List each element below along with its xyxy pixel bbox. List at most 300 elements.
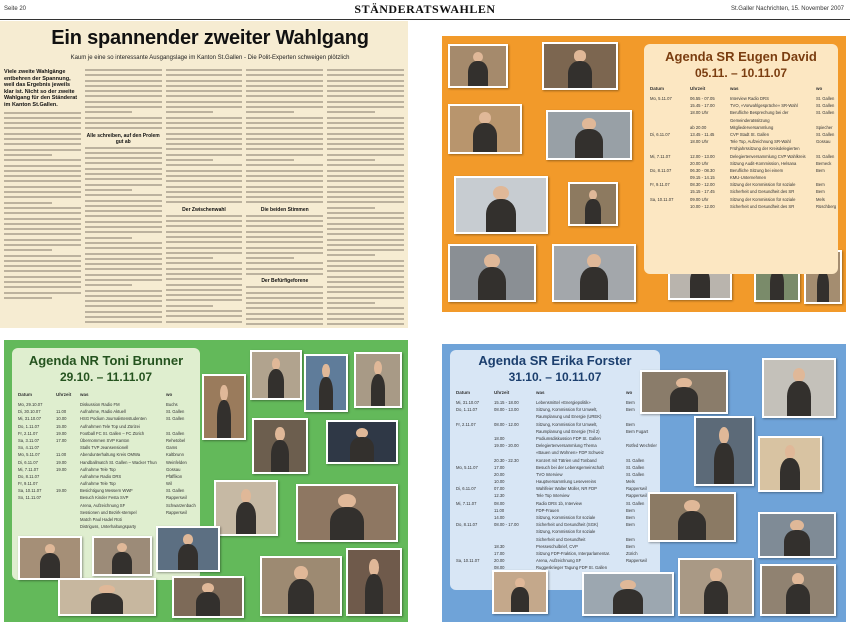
text-line <box>246 95 323 97</box>
photo <box>448 104 522 154</box>
article-subhead: Der Zwischenwahl <box>182 206 226 213</box>
text-line <box>246 138 323 140</box>
text-line <box>246 90 323 92</box>
text-line <box>4 159 81 161</box>
agenda-title: Agenda SR Eugen David <box>665 49 817 64</box>
text-line <box>166 284 243 286</box>
agenda-row <box>18 488 198 495</box>
photo <box>156 526 220 572</box>
agenda-row <box>18 474 198 481</box>
text-line <box>166 273 243 275</box>
text-line <box>327 80 404 82</box>
text-line <box>246 323 323 325</box>
agenda-event: Besuch Kinder Festa SVP <box>80 495 129 501</box>
agenda-row <box>650 139 834 146</box>
text-line <box>4 186 81 188</box>
article-deck: Kaum je eine so interessante Ausgangslage im Kanton St.Gallen - Die Polit-Experten schweigen plötzlich <box>70 55 350 61</box>
agenda-location: St. Gallen <box>816 110 835 116</box>
text-line <box>327 164 404 166</box>
photo <box>582 572 674 616</box>
text-line <box>327 138 404 140</box>
agenda-date: Mo, 5.11.07 <box>18 452 40 458</box>
agenda-location: Pfäffikon <box>166 473 183 479</box>
agenda-event: Besuch bei der Lebensgemeinschaft <box>536 464 604 470</box>
photo <box>172 576 244 618</box>
text-line <box>246 257 294 259</box>
text-line <box>246 297 323 299</box>
text-line <box>166 148 243 150</box>
agenda-time: 20.00 <box>494 471 505 477</box>
text-line <box>327 143 404 145</box>
text-line <box>4 170 81 172</box>
agenda-location: Weinfelden <box>166 459 187 465</box>
photo <box>304 354 348 412</box>
text-line <box>4 228 81 230</box>
text-line <box>327 249 404 251</box>
agenda-location: Schwarzenbach <box>166 502 196 508</box>
article-subhead: Der Befürfigeforene <box>261 278 309 285</box>
agenda-event: Raumplanung und Energie (UREK) <box>536 414 602 420</box>
text-line <box>327 270 404 272</box>
text-line <box>327 117 404 119</box>
text-line <box>4 281 81 283</box>
text-line <box>246 170 323 172</box>
agenda-event: Berufliche Sitzung bei einem <box>730 167 784 173</box>
agenda-row <box>650 154 834 161</box>
agenda-date: Fr, 9.11.07 <box>18 481 38 487</box>
text-line <box>85 284 133 286</box>
agenda-location: Bern <box>626 421 635 427</box>
text-line <box>327 239 404 241</box>
agenda-event: Arena, Aufzeichnung SF <box>80 502 126 508</box>
column-header: Uhrzeit <box>690 86 706 91</box>
agenda-time: 12.30 <box>494 493 505 499</box>
agenda-time: 15.15 - 17.45 <box>690 189 715 195</box>
agenda-event: Delegiertenversammlung Thema <box>536 443 597 449</box>
agenda-time: 08.00 <box>494 500 505 506</box>
text-line <box>327 186 404 188</box>
agenda-time: 08.30 - 12.00 <box>690 182 715 188</box>
agenda-row <box>456 407 656 414</box>
photo <box>18 536 82 580</box>
agenda-event: Konzert mit Tätrien und Tonband <box>536 457 597 463</box>
agenda-box <box>450 350 660 590</box>
text-line <box>85 152 162 154</box>
text-line <box>327 207 375 209</box>
agenda-event: Gemeinderatssitzung <box>730 117 770 123</box>
agenda-row <box>456 479 656 486</box>
agenda-date: Fr, 9.11.07 <box>650 182 670 188</box>
text-line <box>327 276 404 278</box>
agenda-location: Bern <box>816 189 825 195</box>
agenda-panel-forster <box>442 344 846 622</box>
text-line <box>85 162 162 164</box>
column-header: wo <box>816 86 823 91</box>
agenda-row <box>456 515 656 522</box>
agenda-time: 19.00 <box>56 488 67 494</box>
text-line <box>4 286 81 288</box>
article-text <box>85 147 162 325</box>
text-line <box>85 85 162 87</box>
text-line <box>85 189 133 191</box>
text-line <box>85 184 162 186</box>
agenda-row <box>456 501 656 508</box>
text-line <box>327 85 404 87</box>
text-line <box>246 236 323 238</box>
agenda-event: Distriguss, Unterhaltungsparty <box>80 524 137 530</box>
agenda-time: 13.45 - 11.45 <box>690 131 715 137</box>
text-line <box>166 159 214 161</box>
photo <box>58 578 156 616</box>
text-line <box>85 95 162 97</box>
agenda-row <box>650 118 834 125</box>
text-line <box>4 265 81 267</box>
agenda-row <box>18 409 198 416</box>
agenda-event: Abendunterhaltung Kreis OMWa <box>80 452 141 458</box>
agenda-location: Rapperswil <box>626 486 647 492</box>
text-line <box>246 247 323 249</box>
agenda-row <box>18 445 198 452</box>
text-line <box>85 215 162 217</box>
agenda-event: Ruggeskrieger Tagung FDP St. Gallen <box>536 565 608 571</box>
agenda-time: 15.45 - 17.00 <box>690 103 715 109</box>
text-line <box>85 106 162 108</box>
article-column-2 <box>85 69 162 325</box>
article-subhead: Alle schreiben, auf den Prolem gut ab <box>86 132 160 145</box>
text-line <box>166 299 243 301</box>
text-line <box>246 292 323 294</box>
text-line <box>85 101 162 103</box>
section-title: STÄNDERATSWAHLEN <box>354 2 496 16</box>
agenda-row <box>456 450 656 457</box>
agenda-date: Di, 6.11.07 <box>456 486 476 492</box>
photo <box>762 358 836 418</box>
text-line <box>246 101 323 103</box>
agenda-time: 14.00 <box>494 515 505 520</box>
agenda-location: Bern Fugart <box>626 428 649 434</box>
article-lead: Viele zweite Wahlgänge entbehren der Spannung, weil das Ergebnis jeweils klar ist. Nicht so der zweite Wahlgang für den Ständerat im Kanton St.Gallen. <box>4 69 78 108</box>
column-header: was <box>536 390 545 395</box>
text-line <box>166 321 243 323</box>
article-text <box>246 215 323 275</box>
dateline: St.Galler Nachrichten, 15. November 2007 <box>730 6 844 12</box>
agenda-time: 19.00 <box>56 459 67 465</box>
article-text <box>246 69 323 203</box>
agenda-location: St. Gallen <box>166 416 185 422</box>
agenda-time: 20.00 Uhr <box>690 160 709 166</box>
text-line <box>85 300 162 302</box>
agenda-location: Rehetobel <box>166 437 186 443</box>
agenda-date: Do, 8.11.07 <box>650 167 672 173</box>
text-line <box>246 143 323 145</box>
agenda-location: St. Gallen <box>626 471 645 477</box>
agenda-date: Mi, 31.10.07 <box>18 416 42 422</box>
text-line <box>85 311 162 313</box>
text-line <box>85 111 133 113</box>
agenda-event: Sitzung FDP-Fraktion, Interparlamentar. <box>536 550 611 556</box>
agenda-row <box>456 458 656 465</box>
agenda-time: 08.00 - 17.00 <box>494 522 519 528</box>
text-line <box>246 191 323 193</box>
agenda-event: Sicherheit und Gesundheit (SGK) <box>536 522 599 528</box>
text-line <box>166 69 243 71</box>
text-line <box>246 164 323 166</box>
text-line <box>85 80 162 82</box>
agenda-time: ab 20.00 <box>690 124 707 130</box>
agenda-row <box>650 110 834 117</box>
agenda-event: Aufnahme Radio DRS <box>80 473 122 479</box>
agenda-location: Gossau <box>166 466 181 472</box>
agenda-time: 09.00 Uhr <box>690 196 709 202</box>
agenda-date: Sa, 10.11.07 <box>18 488 42 494</box>
text-line <box>166 106 243 108</box>
photo <box>92 536 152 576</box>
agenda-location: St. Gallen <box>816 153 835 159</box>
agenda-event: Wahlfeier Walter Müller, NR FDP <box>536 486 597 492</box>
text-line <box>4 292 81 294</box>
text-line <box>327 175 404 177</box>
agenda-event: Diskussion Radio FM <box>80 402 120 407</box>
text-line <box>166 305 214 307</box>
agenda-event: Sitzung der Kommission für soziale <box>730 182 796 188</box>
text-line <box>85 242 162 244</box>
agenda-row <box>650 175 834 182</box>
text-line <box>4 165 81 167</box>
photo <box>326 420 398 464</box>
agenda-row <box>18 495 198 502</box>
agenda-location: Bern <box>626 515 635 520</box>
text-line <box>166 241 243 243</box>
photo <box>250 350 302 400</box>
agenda-row <box>456 465 656 472</box>
photo <box>454 176 548 234</box>
text-line <box>166 257 214 259</box>
article-text <box>166 69 243 203</box>
text-line <box>246 127 323 129</box>
agenda-event: Sitzung, Kommission für Umwelt, <box>536 407 598 413</box>
agenda-time: 17.00 <box>494 550 505 556</box>
agenda-row <box>456 422 656 429</box>
agenda-date: Do, 8.11.07 <box>456 522 478 528</box>
text-line <box>327 170 404 172</box>
text-line <box>4 180 81 182</box>
text-line <box>85 210 162 212</box>
agenda-location: St. Gallen <box>166 488 185 494</box>
agenda-panel-brunner <box>4 340 408 622</box>
agenda-title: Agenda SR Erika Forster <box>478 353 632 368</box>
text-line <box>4 112 81 114</box>
photo <box>640 370 728 414</box>
agenda-rows <box>650 96 837 211</box>
text-line <box>166 170 243 172</box>
text-line <box>246 318 323 320</box>
agenda-dates: 05.11. – 10.11.07 <box>694 66 788 80</box>
agenda-event: Radio DRS 1b, Interview <box>536 500 582 506</box>
agenda-time: 20.00 <box>494 558 505 564</box>
agenda-time: 18.30 <box>494 543 505 549</box>
agenda-date: Mi, 31.10.07 <box>456 400 480 405</box>
agenda-date: So, 4.11.07 <box>18 445 40 451</box>
text-line <box>246 122 323 124</box>
agenda-date: Mo, 29.10.07 <box>18 402 43 407</box>
text-line <box>85 268 162 270</box>
text-line <box>85 253 162 255</box>
text-line <box>166 186 243 188</box>
agenda-time: 10.00 <box>494 479 505 485</box>
text-line <box>4 270 81 272</box>
agenda-event: TVO Interview <box>536 471 563 477</box>
agenda-event: Mitgliederversammlung <box>730 124 774 130</box>
text-line <box>166 122 243 124</box>
agenda-location: Rapperswil <box>626 558 647 564</box>
text-line <box>327 69 404 71</box>
photo <box>354 352 402 408</box>
text-line <box>85 263 162 265</box>
agenda-row <box>456 486 656 493</box>
agenda-date: Mi, 7.11.07 <box>18 466 39 472</box>
agenda-location: Rapperswil <box>626 493 647 499</box>
agenda-row <box>18 503 198 510</box>
text-line <box>327 154 404 156</box>
text-line <box>327 228 404 230</box>
agenda-row <box>18 438 198 445</box>
text-line <box>246 74 323 76</box>
text-line <box>4 239 81 241</box>
text-line <box>4 297 52 299</box>
agenda-event: Stalls TVP Jeansensionell <box>80 445 129 451</box>
text-line <box>166 201 243 203</box>
text-line <box>4 191 81 193</box>
agenda-location: Spiecher <box>816 124 833 130</box>
agenda-event: Berufliche Besprechung bei der <box>730 110 789 116</box>
text-line <box>246 252 323 254</box>
text-line <box>246 154 323 156</box>
agenda-box <box>644 44 838 274</box>
text-line <box>327 101 404 103</box>
agenda-time: 20.30 - 22.30 <box>494 457 519 463</box>
agenda-event: Sicherheit und Gesundheit <box>536 536 586 542</box>
text-line <box>4 244 81 246</box>
agenda-location: St. Gallen <box>816 96 835 101</box>
agenda-time: 11.00 <box>56 452 67 458</box>
agenda-rows <box>18 402 198 531</box>
text-line <box>4 249 52 251</box>
article-text <box>166 215 243 325</box>
text-line <box>246 286 323 288</box>
text-line <box>166 95 243 97</box>
text-line <box>4 202 52 204</box>
agenda-time: 19.00 <box>56 430 67 436</box>
agenda-date: Sa, 3.11.07 <box>18 437 40 443</box>
text-line <box>327 122 404 124</box>
text-line <box>246 159 294 161</box>
text-line <box>85 321 162 323</box>
agenda-row <box>456 551 656 558</box>
text-line <box>85 147 162 149</box>
text-line <box>85 205 162 207</box>
agenda-time: 18.00 <box>494 435 505 441</box>
agenda-row <box>18 452 198 459</box>
text-line <box>327 307 404 309</box>
agenda-time: 08.00 - 12.00 <box>494 421 519 427</box>
column-header: was <box>730 86 739 91</box>
agenda-row <box>456 544 656 551</box>
text-line <box>327 297 404 299</box>
text-line <box>85 122 162 124</box>
text-line <box>166 143 243 145</box>
text-line <box>246 241 323 243</box>
photo <box>648 492 736 542</box>
text-line <box>4 143 81 145</box>
text-line <box>327 159 375 161</box>
agenda-date: Sa, 10.11.07 <box>650 196 674 202</box>
agenda-event: Übernommen SVP Kanton <box>80 437 130 443</box>
text-line <box>166 247 243 249</box>
agenda-event: Arena, Aufzeichnung SF <box>536 558 582 564</box>
agenda-date: Do, 1.11.07 <box>456 407 478 413</box>
column-header: Datum <box>456 390 471 395</box>
agenda-event: «Bauen und Wohnen» FDP Schweiz <box>536 450 604 456</box>
photo <box>346 548 402 616</box>
agenda-location: Mels <box>816 196 825 202</box>
agenda-date: Fr, 2.11.07 <box>456 421 476 427</box>
text-line <box>166 225 243 227</box>
text-line <box>166 138 243 140</box>
agenda-row <box>650 103 834 110</box>
agenda-time: 11.00 <box>494 507 505 513</box>
agenda-location: St. Gallen <box>626 500 645 506</box>
text-line <box>4 133 81 135</box>
agenda-time: 18.00 Uhr <box>690 110 709 116</box>
article-column-4 <box>246 69 323 325</box>
agenda-row <box>18 402 198 409</box>
text-line <box>85 90 162 92</box>
text-line <box>166 262 243 264</box>
column-header: wo <box>626 390 633 395</box>
article-columns <box>4 69 404 325</box>
text-line <box>246 262 323 264</box>
photo <box>202 374 246 440</box>
text-line <box>166 268 243 270</box>
agenda-event: Sessionen und Bezirk-stempel <box>80 509 137 515</box>
text-line <box>246 231 323 233</box>
text-line <box>166 164 243 166</box>
agenda-time: 08.00 <box>494 565 505 571</box>
text-line <box>4 138 81 140</box>
agenda-time: 06.55 - 07.05 <box>690 96 715 101</box>
photo <box>546 110 632 160</box>
text-line <box>85 295 162 297</box>
agenda-date: Do, 1.11.07 <box>18 423 40 429</box>
agenda-row <box>456 400 656 407</box>
text-line <box>85 231 162 233</box>
text-line <box>85 74 162 76</box>
agenda-date: Mi, 7.11.07 <box>456 500 477 506</box>
text-line <box>166 252 243 254</box>
article-text <box>4 112 81 299</box>
text-line <box>327 95 404 97</box>
text-line <box>85 168 162 170</box>
column-header: wo <box>166 392 173 397</box>
text-line <box>246 273 323 275</box>
text-line <box>4 127 81 129</box>
agenda-time: 06.30 - 08.30 <box>690 167 715 173</box>
text-line <box>166 111 214 113</box>
agenda-dates: 31.10. – 10.11.07 <box>508 370 602 384</box>
agenda-row <box>456 429 656 436</box>
photo <box>448 44 508 88</box>
agenda-row <box>650 132 834 139</box>
